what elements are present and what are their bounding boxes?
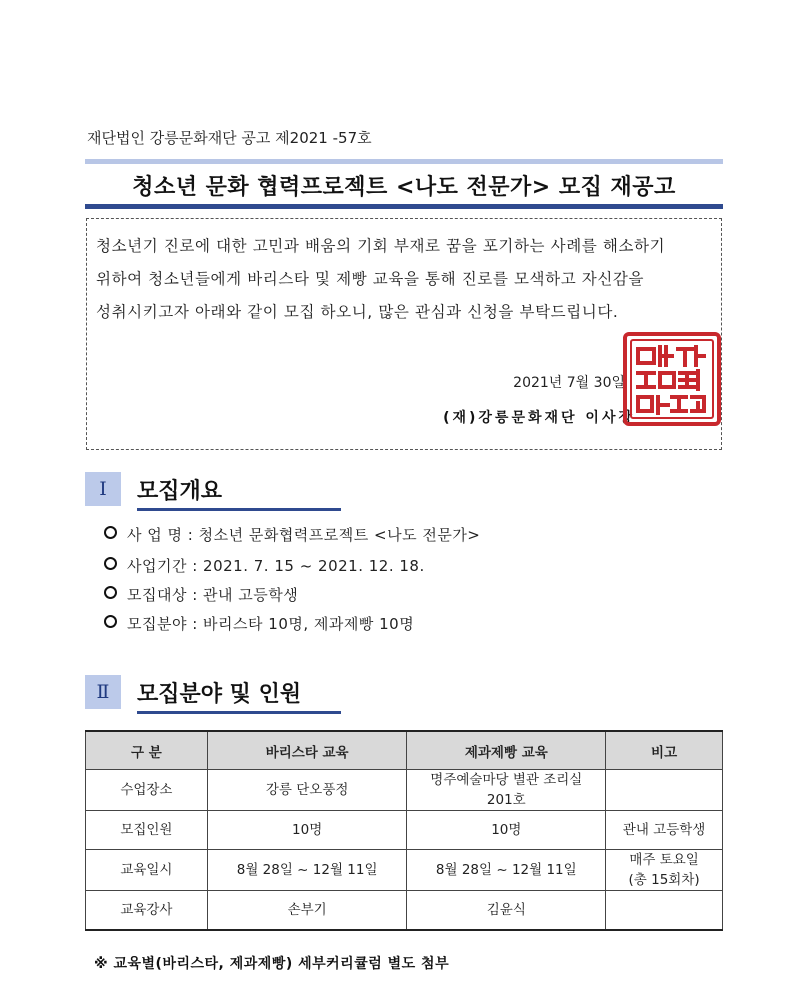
circle-bullet-icon xyxy=(104,615,117,628)
notice-line: 청소년기 진로에 대한 고민과 배움의 기회 부재로 꿈을 포기하는 사례를 해소하기 xyxy=(96,237,666,255)
section-1-heading xyxy=(85,472,341,512)
table-cell: 명주예술마당 별관 조리실 201호 xyxy=(407,770,606,811)
recruitment-table xyxy=(85,730,723,931)
notice-box xyxy=(86,218,722,450)
section-1-numeral: Ⅰ xyxy=(85,472,121,506)
table-cell: 8월 28일 ~ 12월 11일 xyxy=(207,850,407,891)
overview-item-target: 모집대상 : 관내 고등학생 xyxy=(104,584,298,605)
document-title: 청소년 문화 협력프로젝트 <나도 전문가> 모집 재공고 xyxy=(132,175,676,200)
table-cell: 수업장소 xyxy=(86,770,208,811)
column-header: 구 분 xyxy=(86,731,208,770)
column-header: 바리스타 교육 xyxy=(207,731,407,770)
footnote: ※ 교육별(바리스타, 제과제빵) 세부커리큘럼 별도 첨부 xyxy=(94,956,450,972)
table-cell: 매주 토요일 (총 15회차) xyxy=(606,850,723,891)
table-cell: 교육일시 xyxy=(86,850,208,891)
table-cell: 10명 xyxy=(207,811,407,850)
section-2-title: 모집분야 및 인원 xyxy=(137,682,302,707)
table-cell: 강릉 단오풍정 xyxy=(207,770,407,811)
issuer-name: (재)강릉문화재단 이사장 xyxy=(443,410,635,426)
column-header: 제과제빵 교육 xyxy=(407,731,606,770)
notice-line: 성취시키고자 아래와 같이 모집 하오니, 많은 관심과 신청을 부탁드립니다. xyxy=(96,303,619,321)
section-1-underline xyxy=(137,508,341,511)
circle-bullet-icon xyxy=(104,586,117,599)
section-1-title: 모집개요 xyxy=(137,479,223,504)
column-header: 비고 xyxy=(606,731,723,770)
table-cell: 관내 고등학생 xyxy=(606,811,723,850)
table-cell: 손부기 xyxy=(207,891,407,931)
overview-item-project: 사 업 명 : 청소년 문화협력프로젝트 <나도 전문가> xyxy=(104,524,480,545)
table-row xyxy=(86,891,723,931)
circle-bullet-icon xyxy=(104,557,117,570)
table-row xyxy=(86,770,723,811)
notice-number: 재단법인 강릉문화재단 공고 제2021 -57호 xyxy=(87,129,372,147)
table-cell: 김윤식 xyxy=(407,891,606,931)
table-cell xyxy=(606,891,723,931)
table-cell xyxy=(606,770,723,811)
table-cell: 모집인원 xyxy=(86,811,208,850)
table-row xyxy=(86,850,723,891)
section-2-heading xyxy=(85,675,341,715)
overview-item-period: 사업기간 : 2021. 7. 15 ~ 2021. 12. 18. xyxy=(104,555,425,576)
notice-date: 2021년 7월 30일 xyxy=(513,375,625,391)
table-header-row xyxy=(86,731,723,770)
title-top-rule xyxy=(85,159,723,164)
table-cell: 10명 xyxy=(407,811,606,850)
official-seal-icon xyxy=(622,331,722,427)
title-bottom-rule xyxy=(85,204,723,209)
table-cell: 교육강사 xyxy=(86,891,208,931)
circle-bullet-icon xyxy=(104,526,117,539)
section-2-underline xyxy=(137,711,341,714)
overview-item-fields: 모집분야 : 바리스타 10명, 제과제빵 10명 xyxy=(104,613,414,634)
section-2-numeral: Ⅱ xyxy=(85,675,121,709)
table-row xyxy=(86,811,723,850)
notice-line: 위하여 청소년들에게 바리스타 및 제빵 교육을 통해 진로를 모색하고 자신감을 xyxy=(96,270,645,288)
table-cell: 8월 28일 ~ 12월 11일 xyxy=(407,850,606,891)
